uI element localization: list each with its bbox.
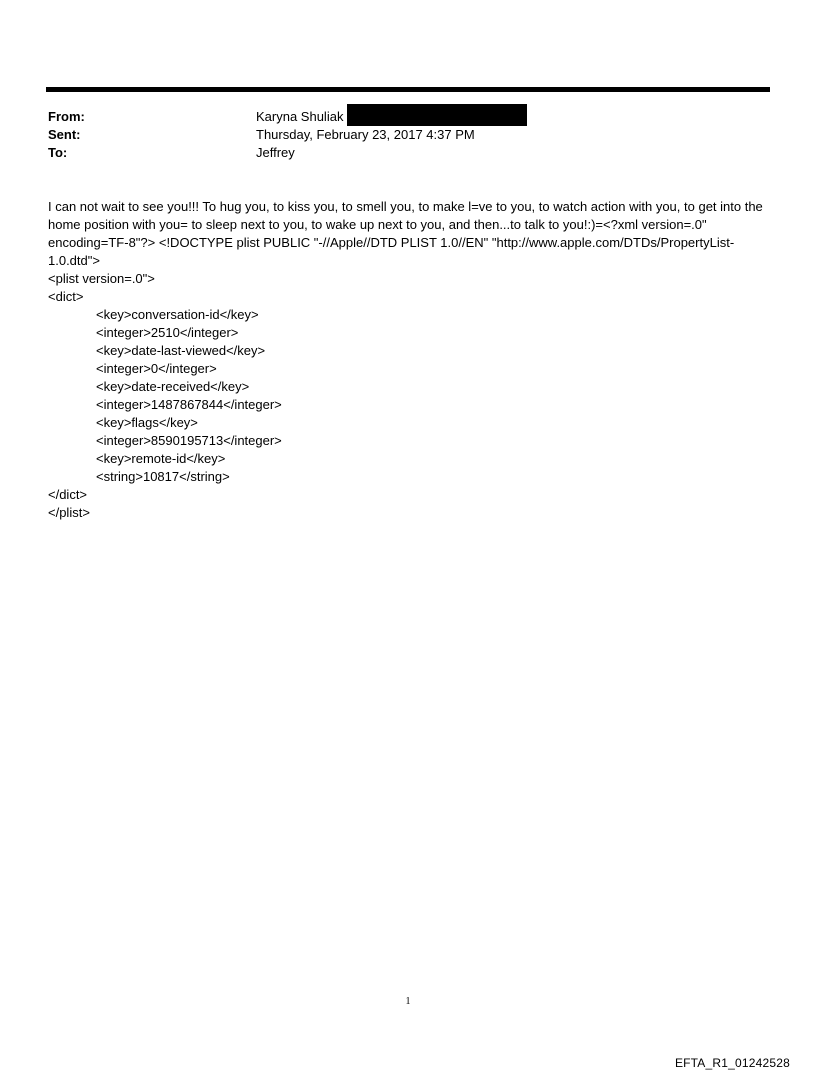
plist-close-tag: </plist>: [48, 505, 90, 520]
dict-item: <integer>1487867844</integer>: [96, 397, 282, 412]
header-divider: [46, 87, 770, 92]
sent-row: [48, 126, 768, 144]
to-label: To:: [48, 145, 68, 160]
dict-close-tag: </dict>: [48, 487, 88, 502]
sender-name: Karyna Shuliak: [256, 109, 344, 124]
dict-item: <key>remote-id</key>: [96, 451, 226, 466]
dict-open-tag: <dict>: [48, 289, 84, 304]
document-id: EFTA_R1_01242528: [674, 1056, 790, 1070]
dict-item: <integer>8590195713</integer>: [96, 433, 282, 448]
to-value: Jeffrey: [256, 145, 295, 160]
page-number: 1: [405, 996, 411, 1007]
message-paragraph: I can not wait to see you!!! To hug you, to kiss you, to smell you, to make l=ve to you, to watch action with you, to get into the home position with you= to sleep next to you, to wake up next to you, and then...to talk to you!:)=<?xml version=.0" encoding=TF-8"?> <!DOCTYPE plist PUBLIC "-//Apple//DTD PLIST 1.0//EN" "http://www.apple.com/DTDs/PropertyList-1.0.dtd">: [48, 199, 763, 268]
to-row: [48, 144, 768, 162]
email-header: [48, 108, 768, 162]
dict-item: <string>10817</string>: [96, 469, 230, 484]
from-row: [48, 108, 768, 126]
dict-item: <key>date-last-viewed</key>: [96, 343, 266, 358]
plist-open-tag: <plist version=.0">: [48, 271, 155, 286]
dict-item: <key>flags</key>: [96, 415, 198, 430]
dict-item: <integer>0</integer>: [96, 361, 217, 376]
dict-item: <key>conversation-id</key>: [96, 307, 259, 322]
sent-label: Sent:: [48, 127, 81, 142]
from-value: [256, 108, 527, 126]
redaction-box: [347, 104, 527, 126]
dict-item: <key>date-received</key>: [96, 379, 250, 394]
dict-item: <integer>2510</integer>: [96, 325, 239, 340]
from-label: From:: [48, 109, 85, 124]
sent-value: Thursday, February 23, 2017 4:37 PM: [256, 127, 475, 142]
email-body: [48, 198, 768, 522]
